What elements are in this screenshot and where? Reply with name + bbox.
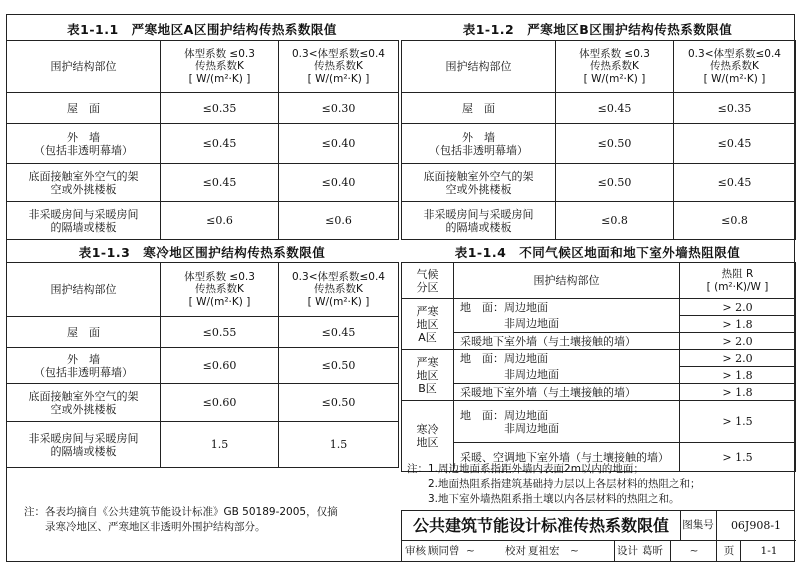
page-number: 1-1 [740, 540, 797, 562]
design-signature: ~ [670, 540, 717, 562]
note-line: 注：1.周边地面系指距外墙内表面2m以内的地面； [407, 463, 644, 475]
basement-wall: 采暖地下室外墙（与土壤接触的墙） [454, 333, 680, 350]
row-part: 外 墙 （包括非透明幕墙） [402, 124, 556, 164]
title-block [401, 510, 795, 562]
value-cell: ≤0.40 [279, 124, 399, 164]
value-cell: ≤0.35 [161, 93, 279, 124]
value-cell: > 2.0 [680, 299, 796, 316]
value-cell: ≤0.8 [674, 202, 796, 240]
zone-cell: 寒冷 地区 [402, 401, 454, 472]
value-cell: > 2.0 [680, 350, 796, 367]
note-line: 3.地下室外墙热阻系指土壤以内各层材料的热阻之和。 [407, 493, 680, 505]
value-cell: ≤0.6 [279, 202, 399, 240]
basement-wall: 采暖地下室外墙（与土壤接触的墙） [454, 384, 680, 401]
header-shape-0.3-0.4: 0.3<体型系数≤0.4 传热系数K [ W/(m²·K) ] [279, 41, 399, 93]
row-part: 非采暖房间与采暖房间 的隔墙或楼板 [402, 202, 556, 240]
header-part: 围护结构部位 [7, 263, 161, 317]
row-part: 底面接触室外空气的架 空或外挑楼板 [7, 384, 161, 422]
check-signature: ~ [570, 545, 579, 557]
header-shape-le-0.3: 体型系数 ≤0.3 传热系数K [ W/(m²·K) ] [161, 41, 279, 93]
value-cell: ≤0.30 [279, 93, 399, 124]
drawing-name: 公共建筑节能设计标准传热系数限值 [402, 511, 681, 541]
value-cell: ≤0.50 [279, 384, 399, 422]
atlas-label: 图集号 [680, 511, 717, 541]
source-note: 注：各表均摘自《公共建筑节能设计标准》GB 50189-2005，仅摘 录寒冷地区、严寒地区非透明外围护结构部分。 [24, 506, 338, 533]
review-signature: ~ [466, 545, 475, 557]
table-1-1-2 [401, 40, 796, 240]
table-1-1-3-title: 表1-1.3 寒冷地区围护结构传热系数限值 [78, 245, 326, 260]
table-1-1-1 [6, 40, 399, 240]
basement-wall: 采暖、空调地下室外墙（与土壤接触的墙） [454, 443, 680, 472]
value-cell: ≤0.45 [161, 124, 279, 164]
check-label: 校对 [505, 545, 526, 557]
value-cell: > 1.8 [680, 384, 796, 401]
ground-perimeter: 地 面：周边地面 [454, 299, 680, 316]
value-cell: ≤0.6 [161, 202, 279, 240]
header-zone: 气候 分区 [402, 263, 454, 299]
note-line: 2.地面热阻系指建筑基础持力层以上各层材料的热阻之和； [407, 478, 701, 490]
value-cell: ≤0.50 [279, 348, 399, 384]
value-cell: ≤0.45 [556, 93, 674, 124]
value-cell: ≤0.55 [161, 317, 279, 348]
ground-cell: 地 面：周边地面 非周边地面 [454, 401, 680, 443]
value-cell: 1.5 [161, 422, 279, 468]
row-part: 外 墙 （包括非透明幕墙） [7, 348, 161, 384]
value-cell: ≤0.50 [556, 164, 674, 202]
check-name: 夏祖宏 [528, 545, 560, 557]
row-part: 屋 面 [7, 93, 161, 124]
review-label: 审核 [405, 545, 426, 557]
row-part: 外 墙 （包括非透明幕墙） [7, 124, 161, 164]
value-cell: ≤0.45 [161, 164, 279, 202]
value-cell: ≤0.45 [674, 124, 796, 164]
row-part: 屋 面 [402, 93, 556, 124]
value-cell: > 1.8 [680, 316, 796, 333]
atlas-number: 06J908-1 [716, 511, 796, 541]
value-cell: ≤0.8 [556, 202, 674, 240]
value-cell: ≤0.40 [279, 164, 399, 202]
table-1-1-1-title: 表1-1.1 严寒地区A区围护结构传热系数限值 [67, 22, 337, 37]
notes [407, 462, 795, 507]
design-label: 设计 [614, 540, 641, 562]
design-name: 葛昕 [642, 545, 663, 557]
header-part: 围护结构部位 [7, 41, 161, 93]
header-shape-0.3-0.4: 0.3<体型系数≤0.4 传热系数K [ W/(m²·K) ] [674, 41, 796, 93]
row-part: 底面接触室外空气的架 空或外挑楼板 [7, 164, 161, 202]
row-part: 非采暖房间与采暖房间 的隔墙或楼板 [7, 422, 161, 468]
header-resistance: 热阻 R [ (m²·K)/W ] [680, 263, 796, 299]
header-part: 围护结构部位 [402, 41, 556, 93]
review-name: 顾同曾 [428, 545, 460, 557]
value-cell: ≤0.45 [674, 164, 796, 202]
value-cell: ≤0.35 [674, 93, 796, 124]
ground-non-perimeter: 非周边地面 [454, 367, 680, 384]
table-1-1-2-title: 表1-1.2 严寒地区B区围护结构传热系数限值 [462, 22, 733, 37]
ground-perimeter: 地 面：周边地面 [454, 350, 680, 367]
value-cell: > 1.5 [680, 401, 796, 443]
page-label: 页 [716, 540, 741, 562]
row-part: 底面接触室外空气的架 空或外挑楼板 [402, 164, 556, 202]
value-cell: ≤0.45 [279, 317, 399, 348]
value-cell: > 1.5 [680, 443, 796, 472]
table-1-1-4 [401, 262, 796, 472]
value-cell: ≤0.60 [161, 384, 279, 422]
value-cell: > 2.0 [680, 333, 796, 350]
header-shape-le-0.3: 体型系数 ≤0.3 传热系数K [ W/(m²·K) ] [556, 41, 674, 93]
zone-cell: 严寒 地区 B区 [402, 350, 454, 401]
header-part: 围护结构部位 [454, 263, 680, 299]
header-shape-le-0.3: 体型系数 ≤0.3 传热系数K [ W/(m²·K) ] [161, 263, 279, 317]
value-cell: > 1.8 [680, 367, 796, 384]
header-shape-0.3-0.4: 0.3<体型系数≤0.4 传热系数K [ W/(m²·K) ] [279, 263, 399, 317]
value-cell: ≤0.50 [556, 124, 674, 164]
table-1-1-4-title: 表1-1.4 不同气候区地面和地下室外墙热阻限值 [454, 245, 741, 260]
row-part: 屋 面 [7, 317, 161, 348]
table-1-1-3 [6, 262, 399, 468]
value-cell: ≤0.60 [161, 348, 279, 384]
row-part: 非采暖房间与采暖房间 的隔墙或楼板 [7, 202, 161, 240]
zone-cell: 严寒 地区 A区 [402, 299, 454, 350]
ground-non-perimeter: 非周边地面 [454, 316, 680, 333]
value-cell: 1.5 [279, 422, 399, 468]
